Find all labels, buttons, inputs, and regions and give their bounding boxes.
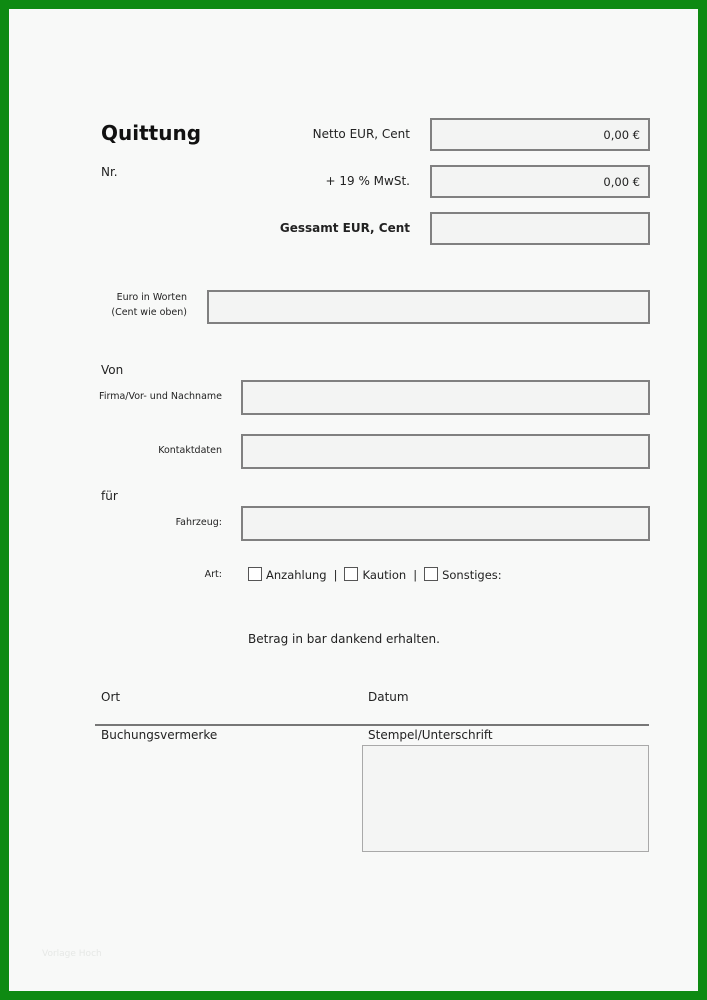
watermark-text: Vorlage Hoch xyxy=(42,949,102,959)
netto-field[interactable] xyxy=(430,118,650,151)
anzahlung-checkbox[interactable] xyxy=(248,567,262,581)
ort-label: Ort xyxy=(101,690,121,704)
stamp-label: Stempel/Unterschrift xyxy=(368,728,493,742)
gesamt-label: Gessamt EUR, Cent xyxy=(279,221,410,235)
sonstiges-checkbox[interactable] xyxy=(424,567,438,581)
kaution-checkbox[interactable] xyxy=(344,567,358,581)
art-options xyxy=(248,567,502,582)
contact-field[interactable] xyxy=(241,434,650,469)
netto-label: Netto EUR, Cent xyxy=(312,127,410,141)
receipt-title: Quittung xyxy=(101,121,202,145)
von-heading: Von xyxy=(101,363,124,377)
booking-label: Buchungsvermerke xyxy=(101,728,218,742)
words-field[interactable] xyxy=(207,290,650,324)
signature-divider xyxy=(95,724,649,726)
art-separator: | xyxy=(333,568,338,582)
confirmation-text: Betrag in bar dankend erhalten. xyxy=(248,632,440,646)
name-field[interactable] xyxy=(241,380,650,415)
vehicle-label: Fahrzeug: xyxy=(175,517,222,528)
sonstiges-label: Sonstiges: xyxy=(442,568,502,582)
receipt-number-label: Nr. xyxy=(101,165,118,179)
datum-label: Datum xyxy=(368,690,409,704)
stamp-signature-box[interactable] xyxy=(362,745,649,852)
mwst-field[interactable] xyxy=(430,165,650,198)
contact-label: Kontaktdaten xyxy=(158,445,222,456)
mwst-label: + 19 % MwSt. xyxy=(325,174,410,188)
receipt-page xyxy=(9,9,698,991)
netto-value: 0,00 € xyxy=(603,127,640,142)
art-separator: | xyxy=(413,568,418,582)
vehicle-field[interactable] xyxy=(241,506,650,541)
kaution-label: Kaution xyxy=(362,568,407,582)
art-label: Art: xyxy=(204,569,222,580)
anzahlung-label: Anzahlung xyxy=(266,568,327,582)
words-label-line1: Euro in Worten xyxy=(116,292,187,303)
name-label: Firma/Vor- und Nachname xyxy=(99,391,222,402)
fuer-heading: für xyxy=(101,489,118,503)
gesamt-field[interactable] xyxy=(430,212,650,245)
words-label-line2: (Cent wie oben) xyxy=(111,307,187,318)
mwst-value: 0,00 € xyxy=(603,174,640,189)
